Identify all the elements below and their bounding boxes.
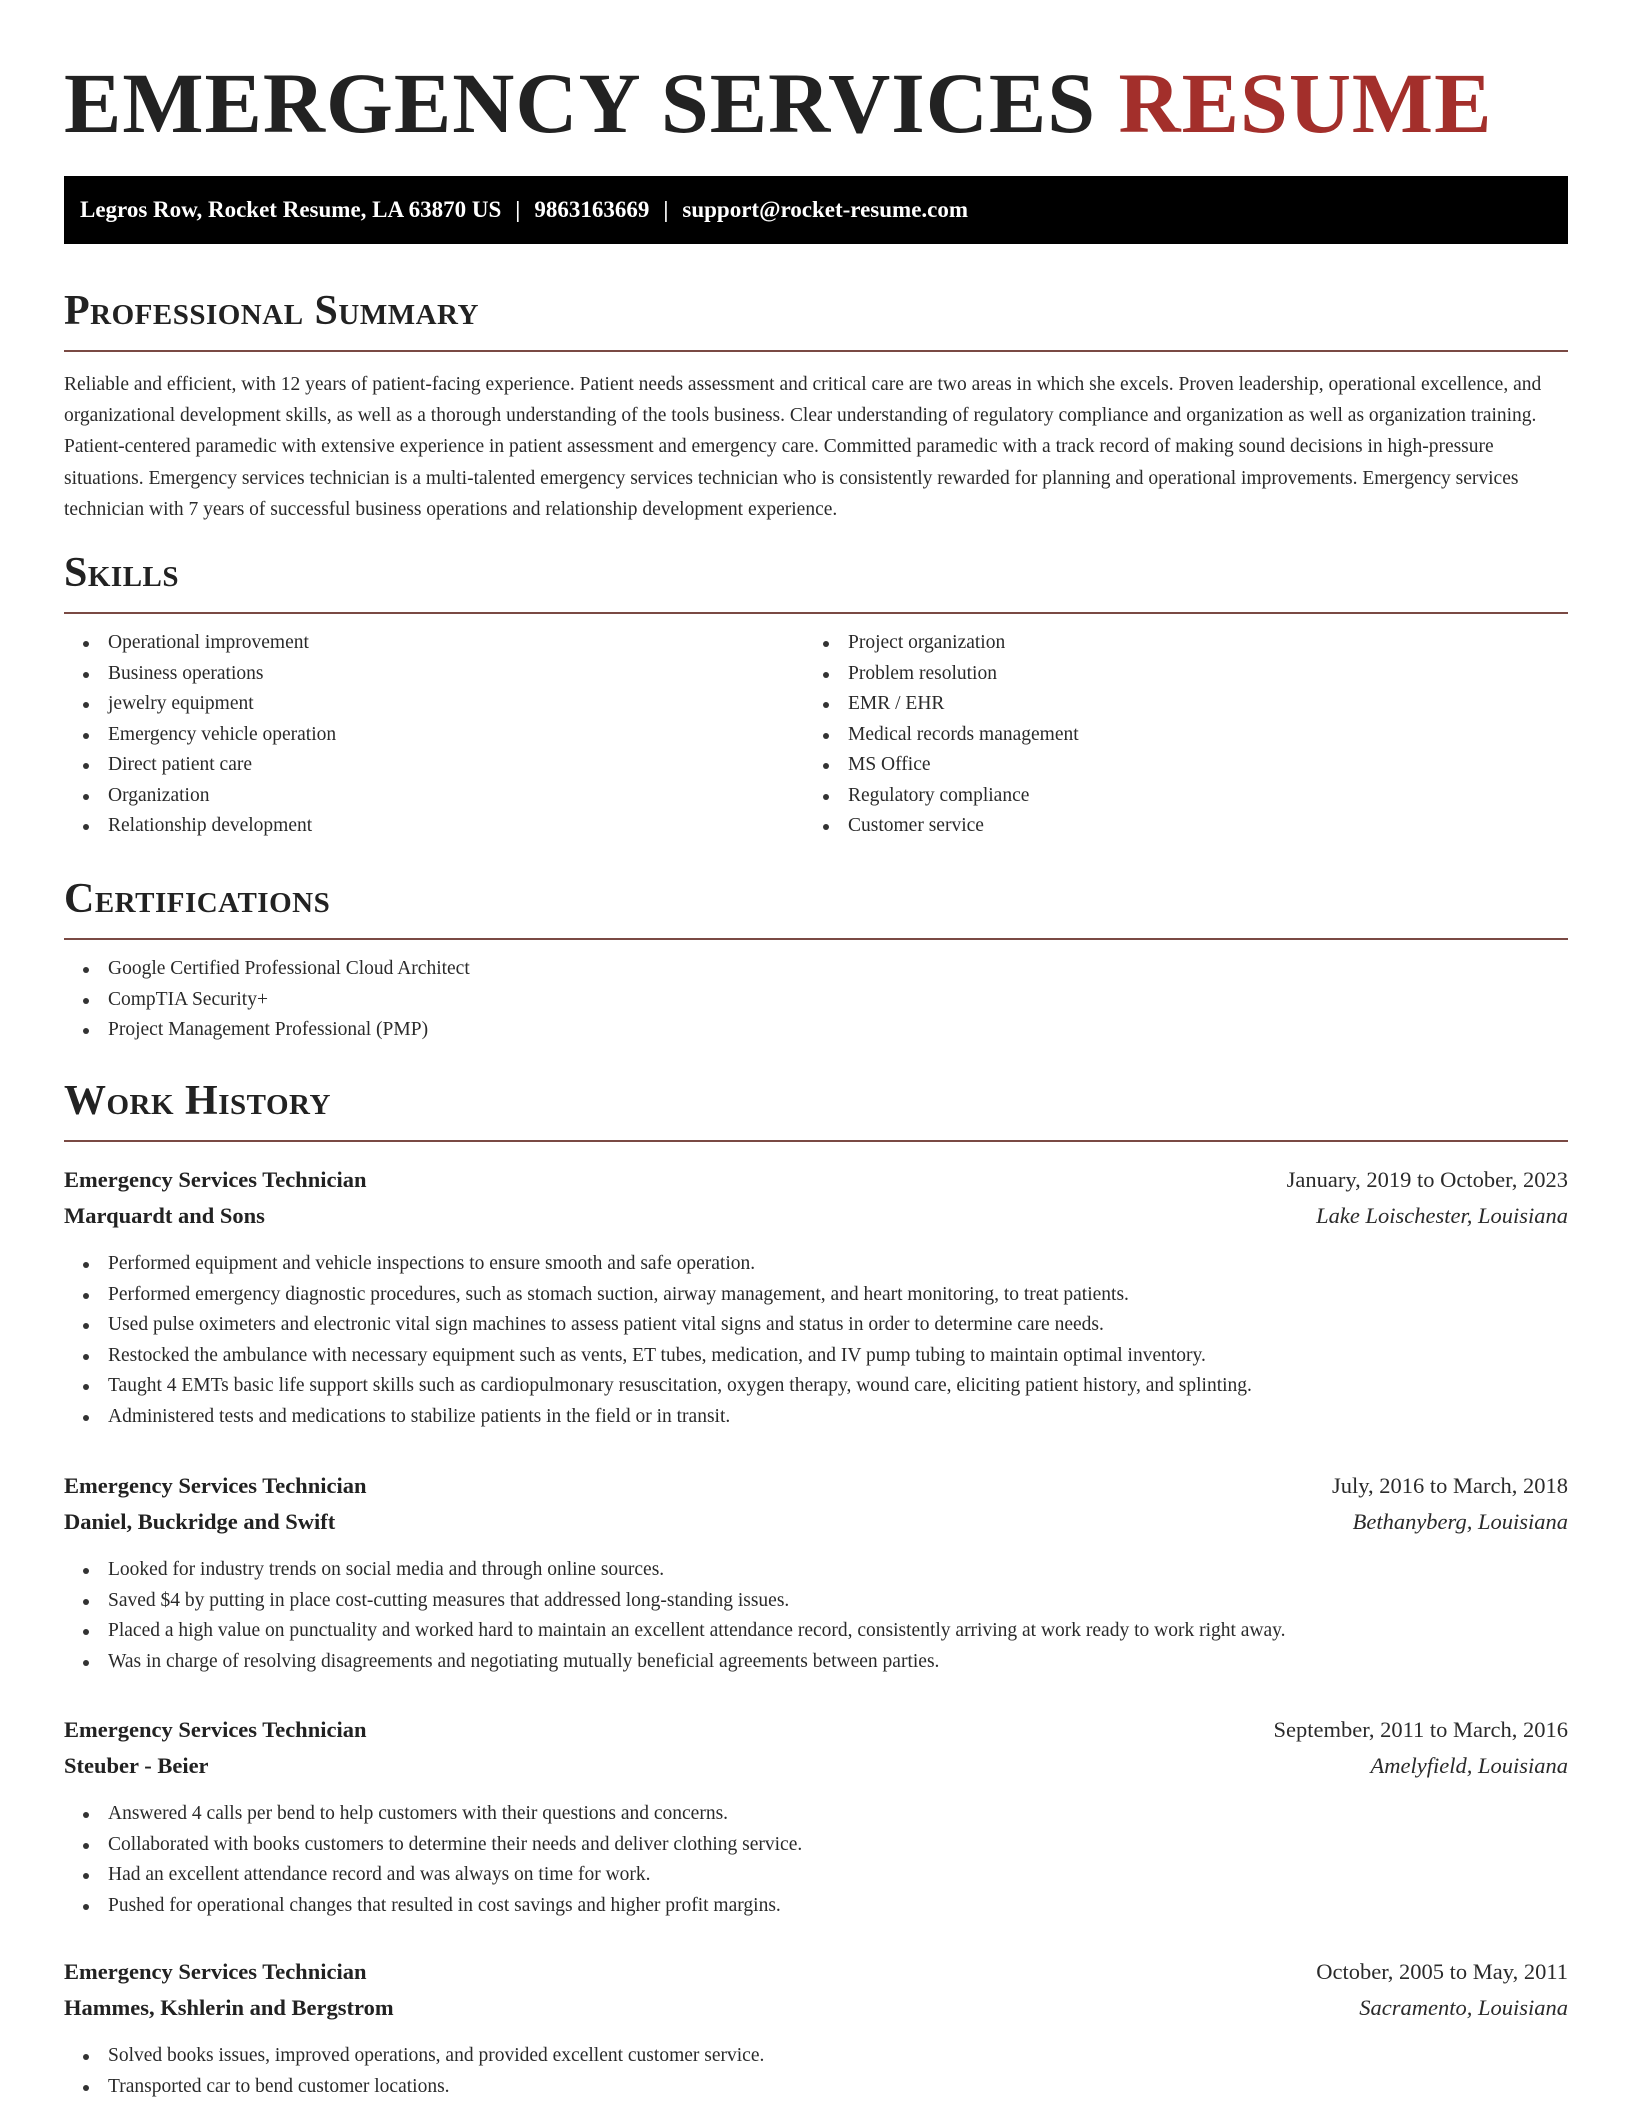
job-header bbox=[64, 1954, 1568, 1990]
skill-item: MS Office bbox=[804, 750, 1544, 781]
job-company: Steuber - Beier bbox=[64, 1753, 209, 1778]
job-dates: January, 2019 to October, 2023 bbox=[1286, 1167, 1568, 1192]
contact-separator: | bbox=[515, 197, 521, 222]
job-bullet: Restocked the ambulance with necessary equipment such as vents, ET tubes, medication, and IV pump tubing to maintain optimal inventory. bbox=[64, 1341, 1568, 1372]
job-header bbox=[64, 1162, 1568, 1198]
job-bullet: Had an excellent attendance record and was always on time for work. bbox=[64, 1860, 1568, 1891]
certifications-list bbox=[64, 954, 1568, 1046]
job-bullet: Was in charge of resolving disagreements and negotiating mutually beneficial agreements between parties. bbox=[64, 1647, 1568, 1678]
job-dates: October, 2005 to May, 2011 bbox=[1316, 1959, 1568, 1984]
job-bullet: Looked for industry trends on social media and through online sources. bbox=[64, 1555, 1568, 1586]
certification-item: CompTIA Security+ bbox=[64, 985, 1568, 1016]
summary-heading: Professional Summary bbox=[64, 288, 479, 334]
job-bullets bbox=[64, 1555, 1568, 1677]
skill-item: Customer service bbox=[804, 811, 1544, 842]
skill-item: Medical records management bbox=[804, 720, 1544, 751]
skill-item: Relationship development bbox=[64, 811, 804, 842]
job-bullets bbox=[64, 1799, 1568, 1921]
skill-item: Project organization bbox=[804, 628, 1544, 659]
job-subheader bbox=[64, 1748, 1568, 1784]
summary-divider bbox=[64, 350, 1568, 352]
job-bullet: Used pulse oximeters and electronic vital sign machines to assess patient vital signs and status in order to determine care needs. bbox=[64, 1310, 1568, 1341]
job-bullet: Taught 4 EMTs basic life support skills such as cardiopulmonary resuscitation, oxygen therapy, wound care, eliciting patient history, and splinting. bbox=[64, 1371, 1568, 1402]
job-bullet: Performed equipment and vehicle inspections to ensure smooth and safe operation. bbox=[64, 1249, 1568, 1280]
skills-list-right bbox=[804, 628, 1544, 842]
job-dates: September, 2011 to March, 2016 bbox=[1273, 1717, 1568, 1742]
certifications-heading: Certifications bbox=[64, 876, 331, 922]
skill-item: Operational improvement bbox=[64, 628, 804, 659]
skill-item: Business operations bbox=[64, 659, 804, 690]
skills-divider bbox=[64, 612, 1568, 614]
job-bullet: Collaborated with books customers to determine their needs and deliver clothing service. bbox=[64, 1830, 1568, 1861]
job-bullet: Pushed for operational changes that resulted in cost savings and higher profit margins. bbox=[64, 1891, 1568, 1922]
job-location: Lake Loischester, Louisiana bbox=[1316, 1203, 1568, 1228]
title-accent: RESUME bbox=[1118, 55, 1493, 151]
resume-title bbox=[64, 48, 1492, 158]
contact-separator: | bbox=[663, 197, 669, 222]
job-bullet: Answered 4 calls per bend to help customers with their questions and concerns. bbox=[64, 1799, 1568, 1830]
job-company: Marquardt and Sons bbox=[64, 1203, 265, 1228]
job-dates: July, 2016 to March, 2018 bbox=[1331, 1473, 1568, 1498]
job-company: Hammes, Kshlerin and Bergstrom bbox=[64, 1995, 394, 2020]
skill-item: Regulatory compliance bbox=[804, 781, 1544, 812]
job-bullet: Transported car to bend customer locations. bbox=[64, 2072, 1568, 2103]
job-bullet: Administered tests and medications to stabilize patients in the field or in transit. bbox=[64, 1402, 1568, 1433]
job-bullets bbox=[64, 2041, 1568, 2102]
job-bullet: Performed emergency diagnostic procedures, such as stomach suction, airway management, and heart monitoring, to treat patients. bbox=[64, 1280, 1568, 1311]
job-title: Emergency Services Technician bbox=[64, 1959, 367, 1984]
job-company: Daniel, Buckridge and Swift bbox=[64, 1509, 336, 1534]
skill-item: Direct patient care bbox=[64, 750, 804, 781]
job-subheader bbox=[64, 1990, 1568, 2026]
job-bullet: Placed a high value on punctuality and worked hard to maintain an excellent attendance record, consistently arriving at work ready to work right away. bbox=[64, 1616, 1568, 1647]
skill-item: Organization bbox=[64, 781, 804, 812]
job-subheader bbox=[64, 1504, 1568, 1540]
certification-item: Google Certified Professional Cloud Architect bbox=[64, 954, 1568, 985]
job-title: Emergency Services Technician bbox=[64, 1167, 367, 1192]
skills-heading: Skills bbox=[64, 550, 180, 596]
certification-item: Project Management Professional (PMP) bbox=[64, 1015, 1568, 1046]
skill-item: EMR / EHR bbox=[804, 689, 1544, 720]
contact-email[interactable]: support@rocket-resume.com bbox=[682, 197, 969, 222]
contact-bar bbox=[64, 176, 1568, 244]
skill-item: Problem resolution bbox=[804, 659, 1544, 690]
job-location: Bethanyberg, Louisiana bbox=[1352, 1509, 1568, 1534]
job-title: Emergency Services Technician bbox=[64, 1717, 367, 1742]
contact-phone[interactable]: 9863163669 bbox=[534, 197, 650, 222]
summary-text: Reliable and efficient, with 12 years of patient-facing experience. Patient needs assessment and critical care are two areas in which she excels. Proven leadership, operational excellence, and organizational development skills, as well as a thorough understanding of the tools business. Clear understanding of regulatory compliance and organization as well as organization training. Patient-centered paramedic with extensive experience in patient assessment and emergency care. Committed paramedic with a track record of making sound decisions in high-pressure situations. Emergency services technician is a multi-talented emergency services technician who is consistently rewarded for planning and operational improvements. Emergency services technician with 7 years of successful business operations and relationship development experience. bbox=[64, 374, 1542, 520]
job-title: Emergency Services Technician bbox=[64, 1473, 367, 1498]
skills-list-left bbox=[64, 628, 804, 842]
work-history-divider bbox=[64, 1140, 1568, 1142]
work-history-heading: Work History bbox=[64, 1078, 331, 1124]
job-bullet: Saved $4 by putting in place cost-cutting measures that addressed long-standing issues. bbox=[64, 1586, 1568, 1617]
job-subheader bbox=[64, 1198, 1568, 1234]
job-bullets bbox=[64, 1249, 1568, 1432]
job-header bbox=[64, 1468, 1568, 1504]
skill-item: jewelry equipment bbox=[64, 689, 804, 720]
job-header bbox=[64, 1712, 1568, 1748]
title-main: EMERGENCY SERVICES bbox=[64, 55, 1097, 151]
job-location: Sacramento, Louisiana bbox=[1359, 1995, 1568, 2020]
certifications-divider bbox=[64, 938, 1568, 940]
skill-item: Emergency vehicle operation bbox=[64, 720, 804, 751]
job-location: Amelyfield, Louisiana bbox=[1370, 1753, 1568, 1778]
job-bullet: Solved books issues, improved operations, and provided excellent customer service. bbox=[64, 2041, 1568, 2072]
contact-address: Legros Row, Rocket Resume, LA 63870 US bbox=[80, 197, 502, 222]
